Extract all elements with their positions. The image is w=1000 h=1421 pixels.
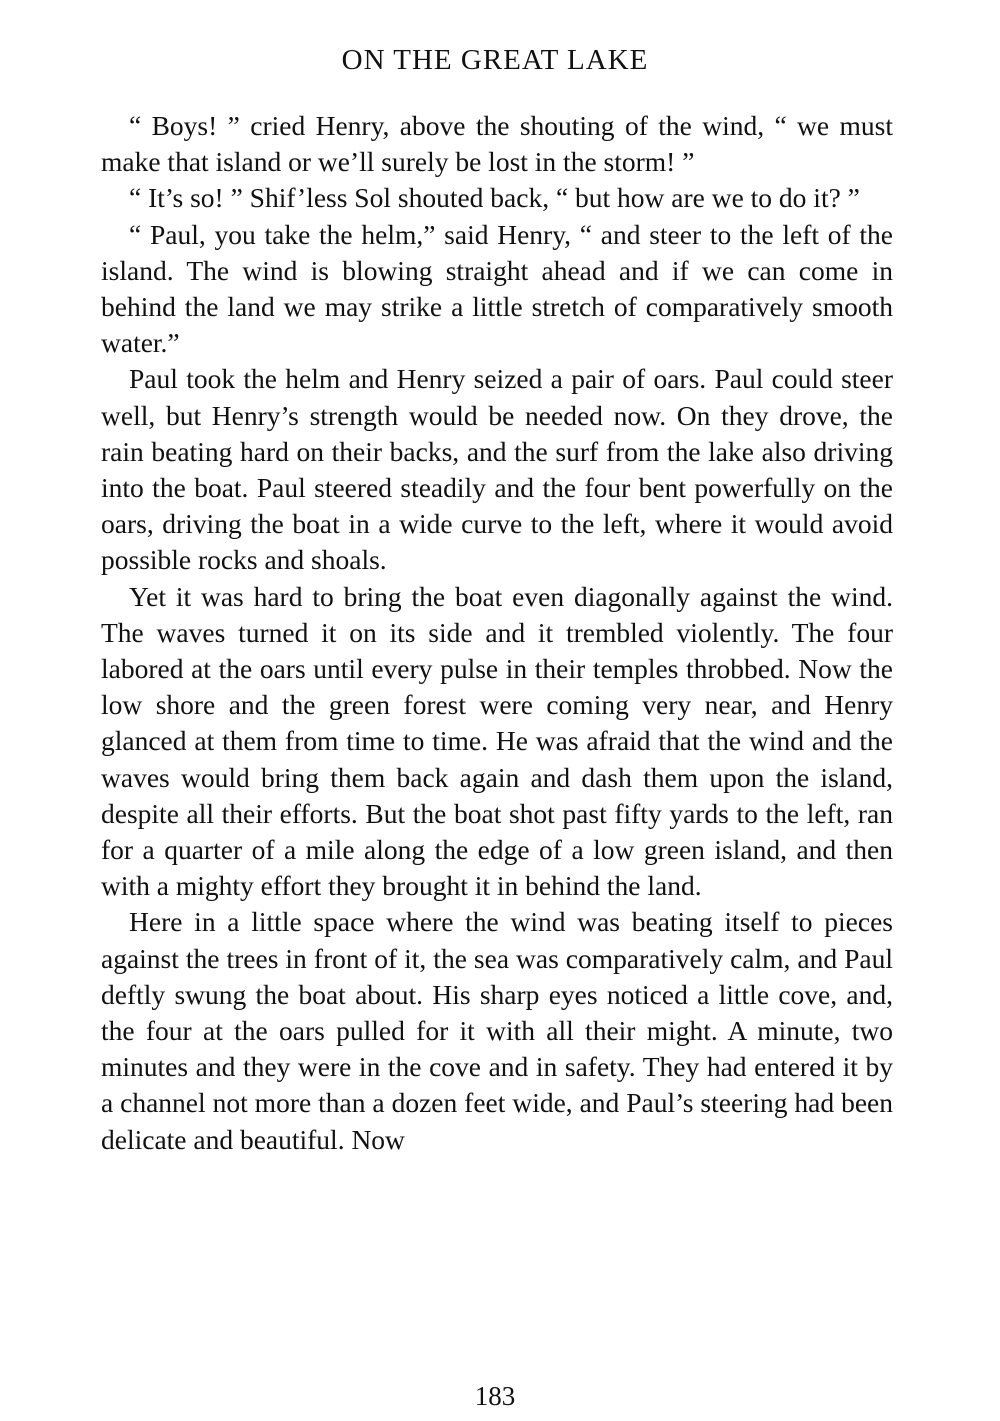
paragraph: Here in a little space where the wind was beating itself to pieces against the trees in front of it, the sea was comparatively calm, and Paul deftly swung the boat about. His sharp eyes noticed a little cove, and, the four at the oars pulled for it with all their might. A minute, two minutes and they were in the cove and in safety. They had entered it by a channel not more than a dozen feet wide, and Paul’s steering had been delicate and beautiful. Now — [101, 906, 893, 1155]
paragraph: “ Boys! ” cried Henry, above the shouting of the wind, “ we must make that island or we’ll surely be lost in the storm! ” — [101, 110, 893, 178]
page-number: 183 — [474, 1381, 516, 1411]
paragraph: “ Paul, you take the helm,” said Henry, “ and steer to the left of the island. The wind is blowing straight ahead and if we can come in behind the land we may strike a little stretch of comparatively smooth water.” — [101, 218, 893, 359]
paragraph: Yet it was hard to bring the boat even diagonally against the wind. The waves turned it on its side and it trembled violently. The four labored at the oars until every pulse in their temples throbbed. Now the low shore and the green forest were coming very near, and Henry glanced at them from time to time. He was afraid that the wind and the waves would bring them back again and dash them upon the island, despite all their efforts. But the boat shot past fifty yards to the left, ran for a quarter of a mile along the edge of a low green island, and then with a mighty effort they brought it in behind the land. — [101, 580, 893, 902]
paragraph: Paul took the helm and Henry seized a pair of oars. Paul could steer well, but Henry’s strength would be needed now. On they drove, the rain beating hard on their backs, and the surf from the lake also driving into the boat. Paul steered steadily and the four bent powerfully on the oars, driving the boat in a wide curve to the left, where it would avoid possible rocks and shoals. — [101, 363, 893, 576]
paragraph: “ It’s so! ” Shif’less Sol shouted back, “ but how are we to do it? ” — [129, 182, 860, 214]
running-head: ON THE GREAT LAKE — [341, 44, 649, 76]
body-text — [101, 108, 893, 1158]
